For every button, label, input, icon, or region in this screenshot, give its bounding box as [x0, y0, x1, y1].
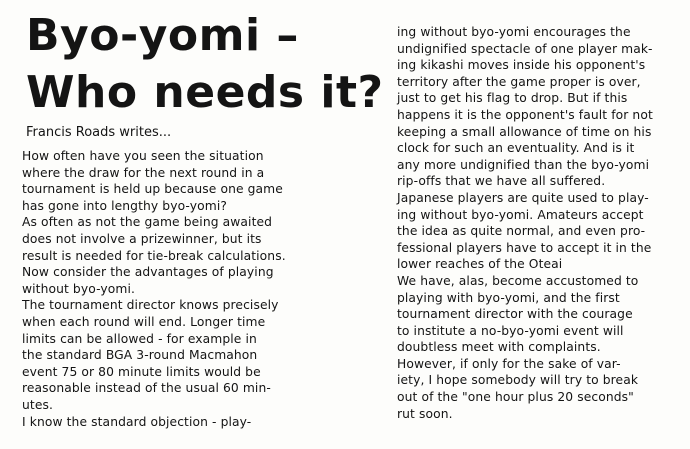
text-line: rut soon. [397, 406, 453, 421]
text-line: We have, alas, become accustomed to [397, 273, 639, 288]
text-line: event 75 or 80 minute limits would be [22, 364, 261, 379]
text-line: any more undignified than the byo-yomi [397, 157, 650, 172]
text-line: fessional players have to accept it in the [397, 240, 652, 255]
text-line: to institute a no-byo-yomi event will [397, 323, 624, 338]
text-line: the idea as quite normal, and even pro- [397, 224, 646, 239]
text-line: reasonable instead of the usual 60 min- [22, 381, 271, 396]
text-line: when each round will end. Longer time [22, 314, 266, 329]
article-byline: Francis Roads writes... [26, 125, 172, 140]
text-line: without byo-yomi. [22, 281, 135, 296]
text-line: rip-offs that we have all suffered. [397, 174, 606, 189]
text-line: I know the standard objection - play- [22, 414, 252, 429]
right-text-column [397, 24, 687, 422]
text-line: out of the "one hour plus 20 seconds" [397, 390, 634, 405]
text-line: undignified spectacle of one player mak- [397, 41, 653, 56]
text-line: clock for such an eventuality. And is it [397, 141, 635, 156]
text-line: utes. [22, 397, 53, 412]
text-line: iety, I hope somebody will try to break [397, 373, 639, 388]
article-title-line-1: Byo-yomi – [26, 10, 299, 61]
text-line: Japanese players are quite used to play- [397, 190, 649, 205]
text-line: tournament director with the courage [397, 307, 633, 322]
text-line: the standard BGA 3-round Macmahon [22, 348, 258, 363]
text-line: However, if only for the sake of var- [397, 356, 621, 371]
text-line: territory after the game proper is over, [397, 74, 641, 89]
text-line: ing without byo-yomi. Amateurs accept [397, 207, 644, 222]
text-line: Now consider the advantages of playing [22, 265, 274, 280]
text-line: tournament is held up because one game [22, 182, 283, 197]
text-line: How often have you seen the situation [22, 149, 264, 163]
text-line: limits can be allowed - for example in [22, 331, 257, 346]
text-line: just to get his flag to drop. But if this [397, 91, 628, 106]
text-line: ing kikashi moves inside his opponent's [397, 58, 646, 73]
text-line: ing without byo-yomi encourages the [397, 25, 631, 39]
text-line: As often as not the game being awaited [22, 215, 273, 230]
left-text-column [22, 148, 367, 430]
article-title-line-2: Who needs it? [26, 67, 384, 118]
text-line: result is needed for tie-break calculations. [22, 248, 286, 263]
text-line: The tournament director knows precisely [22, 298, 279, 313]
text-line: happens it is the opponent's fault for not [397, 107, 653, 122]
text-line: where the draw for the next round in a [22, 165, 265, 180]
text-line: playing with byo-yomi, and the first [397, 290, 620, 305]
text-line: lower reaches of the Oteai [397, 257, 563, 272]
text-line: does not involve a prizewinner, but its [22, 231, 262, 246]
text-line: doubtless meet with complaints. [397, 340, 601, 355]
text-line: has gone into lengthy byo-yomi? [22, 198, 227, 213]
text-line: keeping a small allowance of time on his [397, 124, 652, 139]
